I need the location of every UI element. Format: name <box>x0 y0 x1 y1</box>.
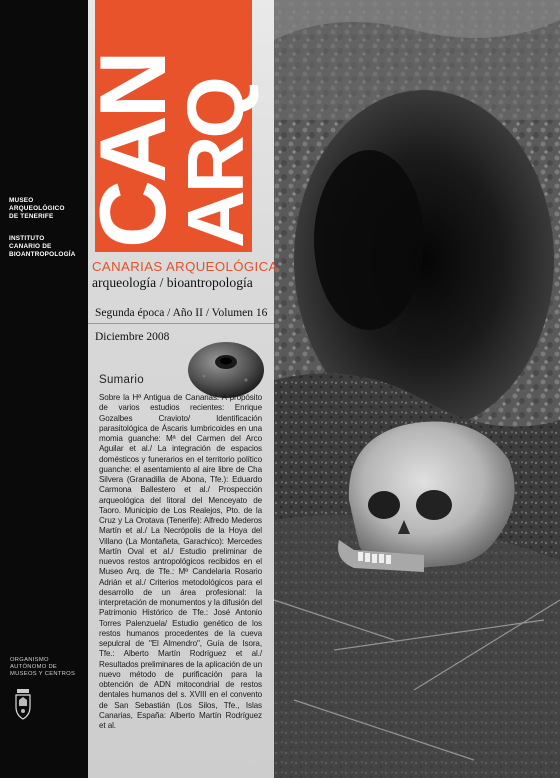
org-line-2: AUTÓNOMO DE <box>10 664 58 671</box>
divider <box>88 323 274 324</box>
museum-line-2: ARQUEOLÓGICO <box>9 205 65 213</box>
journal-subtitle: arqueología / bioantropología <box>92 275 253 290</box>
organism-name <box>10 657 75 679</box>
institute-line-1: INSTITUTO <box>9 235 45 242</box>
artifact-stone-image <box>186 338 266 400</box>
institute-line-2: CANARIO DE <box>9 243 52 251</box>
summary-text <box>99 393 262 731</box>
logo-word-bottom: ARQ <box>171 79 260 248</box>
cover-photograph <box>274 0 560 778</box>
series-info: Segunda época / Año II / Volumen 16 <box>95 307 268 319</box>
institute-name <box>9 235 76 260</box>
org-line-3: MUSEOS Y CENTROS <box>10 671 76 678</box>
museum-name <box>9 197 65 222</box>
org-line-1: ORGANISMO <box>10 657 49 663</box>
logo-word-top: CAN <box>80 53 185 248</box>
cabildo-seal-icon <box>12 688 34 722</box>
journal-title: CANARIAS ARQUEOLÓGICA <box>92 259 278 274</box>
museum-line-3: DE TENERIFE <box>9 213 54 221</box>
issue-date: Diciembre 2008 <box>95 331 170 343</box>
institute-line-3: BIOANTROPOLOGÍA <box>9 251 76 259</box>
left-spine <box>0 0 88 778</box>
summary-body: Sobre la Hª Antigua de Canarias. A propósito de varios estudios recientes: Enrique Gozalbes Cravioto/ Identificación parasitológica de Áscaris lumbricoides en una momia guanche: Mª del Carmen del Arco Aguilar et al./ La integración de espacios domésticos y funerarios en el territorio político guanche: el asentamiento al aire libre de Cha Silvera (Granadilla de Abona, Tfe.): Eduardo Carmona Ballestero et al./ Prospección arqueológica del litoral del Menceyato de Taoro. Municipio de Los Realejos, Pto. de la Cruz y La Orotava (Tenerife): Alfredo Mederos Martín et al./ La Necrópolis de la Hoya del Villano (La Montañeta, Garachico): Mercedes Martín Oval et al./ Estudio preliminar de nuevos restos antropológicos recibidos en el Museo Arq. de Tfe.: Mª Candelaria Rosario Adrián et al./ Criterios metodológicos para el desarrollo de un área profesional: la interpretación de monumentos y la difusión del Patrimonio Histórico de Tfe.: José Antonio Torres Palenzuela/ Estudio genético de los restos humanos procedentes de la cueva sepulcral de "El Almendro", Guía de Isora, Tfe.: Alberto Martín Rodríguez et al./ Resultados preliminares de la aplicación de un nuevo método de purificación para la obtención de ADN mitocondrial de restos dentales humanos del s. XVIII en el convento de San Sebastián (Los Silos, Tfe., Islas Canarias, España: Alberto Martín Rodríguez et al. <box>99 393 262 730</box>
museum-line-1: MUSEO <box>9 197 34 204</box>
summary-heading: Sumario <box>99 374 144 386</box>
journal-logo <box>80 0 260 252</box>
